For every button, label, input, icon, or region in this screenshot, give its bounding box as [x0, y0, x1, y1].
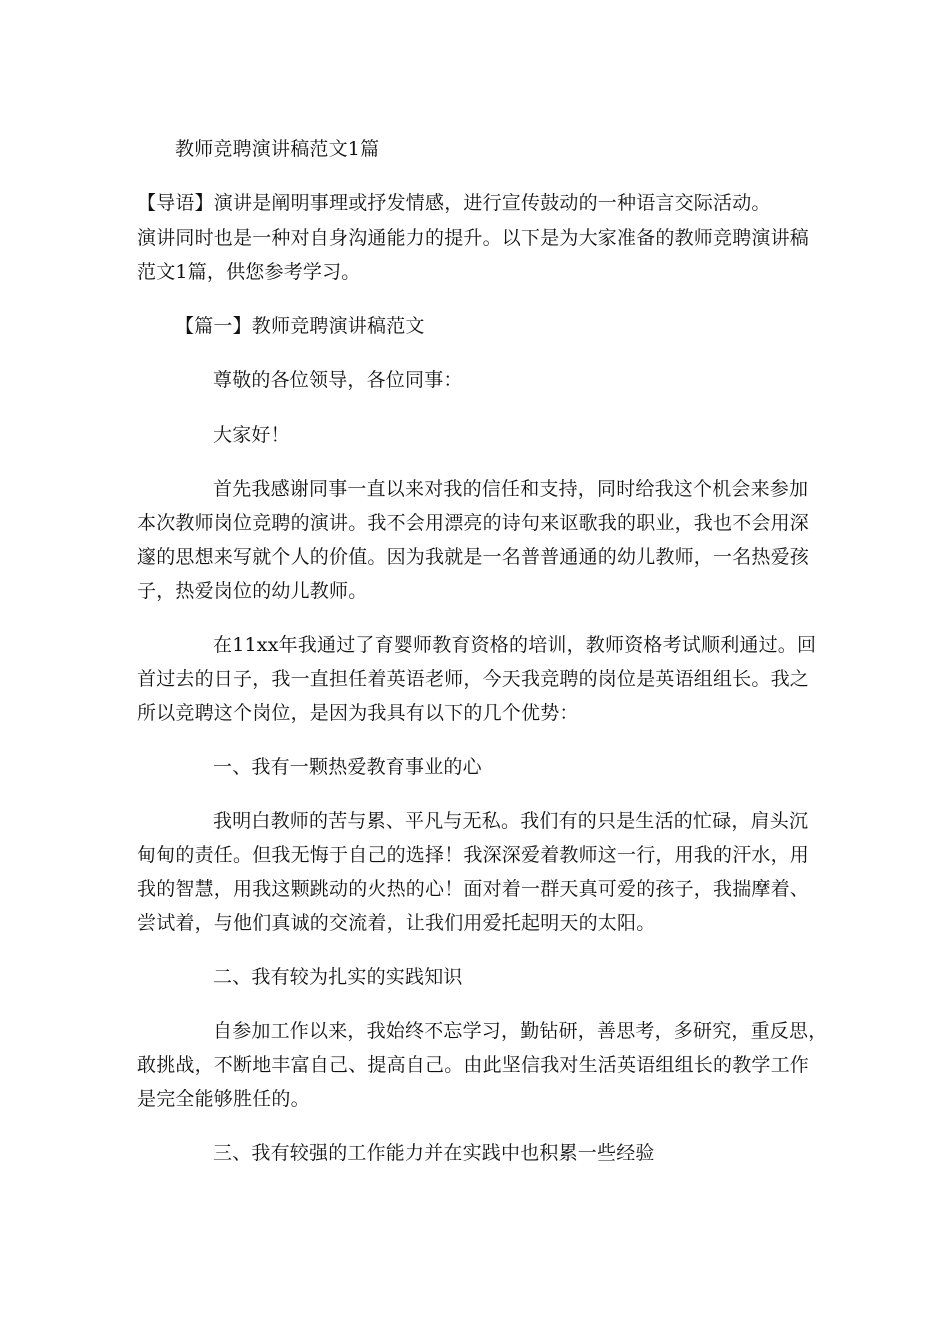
paragraph-line: 本次教师岗位竞聘的演讲。我不会用漂亮的诗句来讴歌我的职业，我也不会用深	[137, 512, 810, 534]
point-heading: 三、我有较强的工作能力并在实践中也积累一些经验	[213, 1142, 655, 1164]
paragraph-line: 首过去的日子，我一直担任着英语老师，今天我竞聘的岗位是英语组组长。我之	[137, 668, 810, 690]
point-heading: 一、我有一颗热爱教育事业的心	[213, 756, 482, 778]
paragraph-line: 子，热爱岗位的幼儿教师。	[137, 580, 368, 602]
document-title: 教师竞聘演讲稿范文1篇	[175, 138, 380, 160]
paragraph-line: 首先我感谢同事一直以来对我的信任和支持，同时给我这个机会来参加	[213, 478, 809, 500]
greeting: 大家好！	[213, 424, 290, 446]
paragraph-line: 尝试着，与他们真诚的交流着，让我们用爱托起明天的太阳。	[137, 912, 656, 934]
intro-line: 【导语】演讲是阐明事理或抒发情感，进行宣传鼓动的一种语言交际活动。	[137, 192, 771, 214]
paragraph-line: 甸甸的责任。但我无悔于自己的选择！我深深爱着教师这一行，用我的汗水，用	[137, 844, 810, 866]
paragraph-line: 所以竞聘这个岗位，是因为我具有以下的几个优势：	[137, 702, 579, 724]
paragraph-line: 我明白教师的苦与累、平凡与无私。我们有的只是生活的忙碌，肩头沉	[213, 810, 809, 832]
paragraph-line: 在11xx年我通过了育婴师教育资格的培训，教师资格考试顺利通过。回	[213, 634, 817, 656]
paragraph-line: 我的智慧，用我这颗跳动的火热的心！面对着一群天真可爱的孩子，我揣摩着、	[137, 878, 810, 900]
paragraph-line: 是完全能够胜任的。	[137, 1088, 310, 1110]
paragraph-line: 自参加工作以来，我始终不忘学习，勤钻研，善思考，多研究，重反思，	[213, 1020, 828, 1042]
salutation: 尊敬的各位领导，各位同事：	[213, 369, 463, 391]
intro-line: 演讲同时也是一种对自身沟通能力的提升。以下是为大家准备的教师竞聘演讲稿	[137, 227, 810, 249]
intro-line: 范文1篇，供您参考学习。	[137, 261, 361, 283]
paragraph-line: 邃的思想来写就个人的价值。因为我就是一名普普通通的幼儿教师，一名热爱孩	[137, 546, 810, 568]
section-heading: 【篇一】教师竞聘演讲稿范文	[175, 315, 425, 337]
paragraph-line: 敢挑战，不断地丰富自己、提高自己。由此坚信我对生活英语组组长的教学工作	[137, 1054, 810, 1076]
point-heading: 二、我有较为扎实的实践知识	[213, 966, 463, 988]
